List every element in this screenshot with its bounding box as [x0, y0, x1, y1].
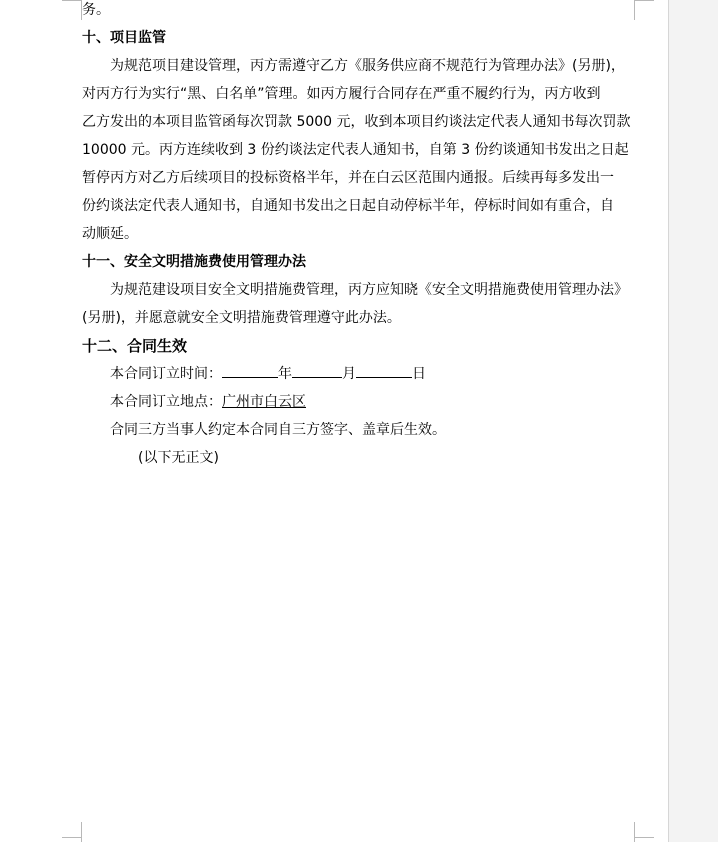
section-10-line-4: 10000 元。丙方连续收到 3 份约谈法定代表人通知书，自第 3 份约谈通知书发出之日起 [82, 142, 629, 158]
day-label: 日 [412, 366, 426, 382]
section-11-heading: 十一、安全文明措施费使用管理办法 [82, 254, 306, 270]
contract-place-value: 广州市白云区 [222, 394, 306, 410]
end-of-text-note: (以下无正文) [138, 450, 219, 466]
section-10-line-3: 乙方发出的本项目监管函每次罚款 5000 元，收到本项目约谈法定代表人通知书每次罚款 [82, 114, 631, 130]
section-11-line-1: 为规范建设项目安全文明措施费管理，丙方应知晓《安全文明措施费使用管理办法》 [110, 282, 628, 298]
crop-mark-bottom-right-v [634, 822, 635, 842]
year-blank[interactable] [222, 360, 278, 378]
crop-mark-bottom-right-h [634, 837, 654, 838]
section-10-heading: 十、项目监管 [82, 30, 166, 46]
section-10-line-5: 暂停丙方对乙方后续项目的投标资格半年，并在白云区范围内通报。后续再每多发出一 [82, 170, 614, 186]
section-12-heading: 十二、合同生效 [82, 337, 188, 355]
section-11-line-2: (另册)，并愿意就安全文明措施费管理遵守此办法。 [82, 310, 401, 326]
continued-text: 务。 [82, 2, 110, 18]
section-10-line-2: 对丙方行为实行“黑、白名单”管理。如丙方履行合同存在严重不履约行为，丙方收到 [82, 86, 601, 102]
crop-mark-bottom-left-v [81, 822, 82, 842]
section-10-line-1: 为规范项目建设管理，丙方需遵守乙方《服务供应商不规范行为管理办法》(另册)， [110, 58, 625, 74]
contract-date-label: 本合同订立时间： [110, 366, 222, 382]
contract-place-line [110, 388, 718, 416]
year-label: 年 [278, 366, 292, 382]
day-blank[interactable] [356, 360, 412, 378]
window-gutter [668, 0, 718, 842]
month-blank[interactable] [292, 360, 342, 378]
contract-date-line [110, 360, 718, 388]
contract-place-label: 本合同订立地点： [110, 394, 222, 410]
contract-effect-text: 合同三方当事人约定本合同自三方签字、盖章后生效。 [110, 422, 446, 438]
month-label: 月 [342, 366, 356, 382]
section-10-line-6: 份约谈法定代表人通知书，自通知书发出之日起自动停标半年，停标时间如有重合，自 [82, 198, 614, 214]
section-10-line-7: 动顺延。 [82, 226, 138, 242]
crop-mark-top-left-h [62, 0, 82, 1]
crop-mark-bottom-left-h [62, 837, 82, 838]
